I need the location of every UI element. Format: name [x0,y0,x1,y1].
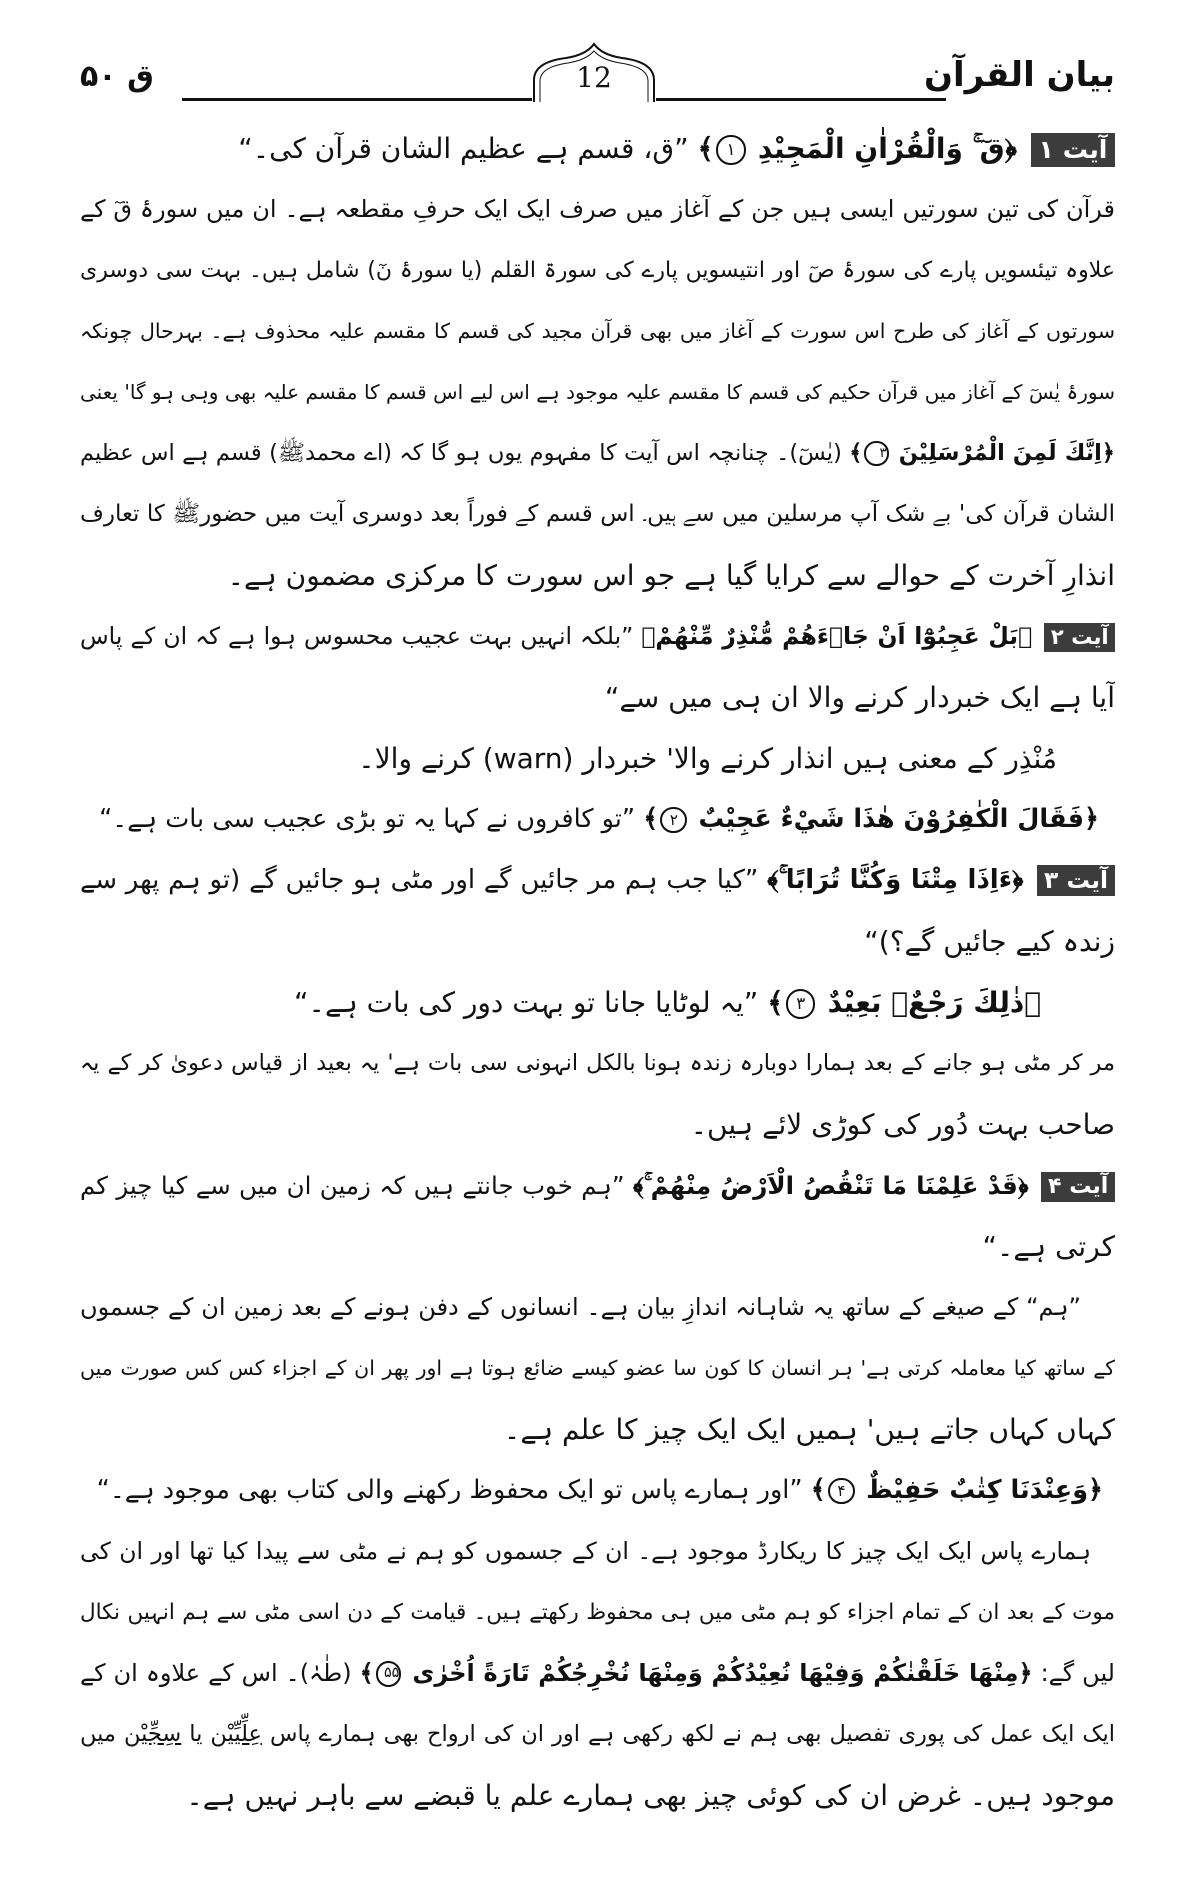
ayah-number: ۴ [828,1478,855,1505]
commentary-text: ”ہم“ کے صیغے کے ساتھ یہ شاہانہ اندازِ بیان ہے۔ انسانوں کے دفن ہونے کے بعد زمین ان کے جسموں [80,1293,1081,1321]
commentary-text: صاحب بہت دُور کی کوڑی لائے ہیں۔ [690,1108,1115,1141]
ayah-number: ۳ [786,989,815,1018]
text-line [80,1643,1115,1704]
translation-text: ”ہم خوب جانتے ہیں کہ زمین ان میں سے کیا چیز کم [80,1171,625,1200]
text-line [80,545,1115,606]
ayah-number: ۵۵ [376,1661,402,1687]
underlined-term: عِلِّيِّيْن [210,1721,262,1747]
commentary-text: انذارِ آخرت کے حوالے سے کرایا گیا ہے جو اس سورت کا مرکزی مضمون ہے۔ [227,559,1115,592]
quran-verse [849,440,1115,466]
ayah-badge: آیت ۳ [1037,865,1115,897]
text-line [80,667,1115,728]
verse-text: ﴿فَقَالَ الْكٰفِرُوْنَ هٰذَا شَيْءٌ عَجِيْبٌ [698,804,1099,834]
text-line [80,179,1115,240]
text-line [80,850,1115,911]
verse-text: ﴿وَعِنْدَنَا كِتٰبٌ حَفِيْظٌ [866,1475,1103,1505]
commentary-text: کے ساتھ کیا معاملہ کرتی ہے' ہر انسان کا کون سا عضو کیسے ضائع ہوتا ہے اور پھر ان کے اجزاء کس کس صورت میں [80,1356,1115,1380]
commentary-text: کہاں کہاں جاتے ہیں' ہمیں ایک ایک چیز کا علم ہے۔ [503,1413,1115,1446]
verse-text: ﴿بَلْ عَجِبُوْٓا اَنْ جَاۗءَهُمْ مُّنْذِرٌ مِّنْهُمْ [655,622,1033,650]
quran-verse [767,986,1041,1019]
verse-close: ﴾ [643,804,659,834]
translation-text: کرتی ہے۔“ [982,1230,1115,1263]
quran-verse [767,865,1023,895]
translation-text: ”بلکہ انہیں بہت عجیب محسوس ہوا ہے کہ ان کے پاس [80,622,634,650]
verse-close: ﴾ [641,622,656,650]
commentary-text: ایک ایک عمل کی پوری تفصیل بھی ہم نے لکھ رکھی ہے اور ان کی ارواح بھی ہمارے پاس [270,1721,1115,1747]
translation-text: آیا ہے ایک خبردار کرنے والا ان ہی میں سے“ [604,681,1115,714]
ayah-badge: آیت ۲ [1044,623,1115,652]
verse-text: ﴿ءَاِذَا مِتْنَا وَكُنَّا تُرَابًا ۚ [778,865,1024,895]
text-line [80,1216,1115,1277]
commentary-text: مر کر مٹی ہو جانے کے بعد ہمارا دوبارہ زندہ ہونا بالکل انہونی سی بات ہے' یہ بعید از قیاس دعویٰ کر کے یہ [80,1050,1115,1076]
quran-verse [811,1475,1103,1505]
commentary-text: (یٰسٓ)۔ چنانچہ اس آیت کا مفہوم یوں ہو گا کہ (اے محمدﷺ) قسم ہے اس عظیم [80,440,842,466]
text-line [80,118,1115,179]
commentary-text: یا [189,1721,203,1747]
text-line [80,1155,1115,1216]
quran-verse [633,1171,1029,1200]
header-rule-right [656,98,946,101]
text-line [80,1704,1115,1765]
commentary-text: قرآن کی تین سورتیں ایسی ہیں جن کے آغاز میں صرف ایک ایک حرفِ مقطعہ ہے۔ ان میں سورۂ قٓ کے [80,195,1115,223]
translation-text: زندہ کیے جائیں گے؟)“ [864,925,1115,958]
verse-close: ﴾ [359,1659,374,1687]
text-line [80,1338,1115,1399]
text-line [80,240,1115,301]
text-line [80,1277,1115,1338]
verse-text: ﴿اِنَّكَ لَمِنَ الْمُرْسَلِيْنَ [898,440,1115,466]
text-line [80,728,1115,789]
text-line [80,1460,1115,1521]
translation-text: ”اور ہمارے پاس تو ایک محفوظ رکھنے والی کتاب بھی موجود ہے۔“ [96,1475,803,1505]
underlined-term: سِجِّيْن [123,1721,182,1747]
commentary-text: لیں گے: [1040,1659,1115,1687]
translation-text: ”کیا جب ہم مر جائیں گے اور مٹی ہو جائیں گے (تو ہم پھر سے [80,865,759,895]
page-text [80,118,1115,1826]
text-line [80,1521,1115,1582]
verse-text: ﴿مِنْهَا خَلَقْنٰكُمْ وَفِيْهَا نُعِيْدُكُمْ وَمِنْهَا نُخْرِجُكُمْ تَارَةً اُخْرٰى [412,1659,1033,1687]
quran-verse [643,804,1099,834]
commentary-text: سورۂ یٰسٓ کے آغاز میں قرآن حکیم کی قسم کا مقسم علیہ موجود ہے اس لیے اس قسم کا مقسم علیہ بھی وہی ہو گا' یعنی [80,380,1115,404]
commentary-text: (طٰہٰ)۔ اس کے علاوہ ان کے [80,1659,352,1687]
translation-text: ”تو کافروں نے کہا یہ تو بڑی عجیب سی بات ہے۔“ [99,804,636,834]
text-line [80,362,1115,423]
quran-verse [360,1659,1033,1687]
quran-verse [641,622,1032,650]
text-line [80,911,1115,972]
text-line [80,789,1115,850]
ayah-number: ۳ [864,441,888,465]
book-title: بیان القرآن [924,55,1115,95]
verse-close: ﴾ [767,986,784,1019]
text-line [80,606,1115,667]
surah-reference: ق ۵۰ [80,59,154,94]
verse-close: ﴾ [633,1171,644,1200]
text-line [80,1094,1115,1155]
commentary-text: سورتوں کے آغاز کی طرح اس سورت کے آغاز میں بھی قرآن مجید کی قسم کا مقسم علیہ محذوف ہے۔ بہرحال چونکہ [80,319,1115,343]
quran-verse [698,132,1018,165]
page-number: 12 [576,61,612,94]
text-line [80,484,1115,545]
ayah-number: ۲ [660,807,687,834]
ayah-number: ۱ [716,135,745,164]
ayah-badge: آیت ۱ [1031,133,1115,167]
commentary-text: موجود ہیں۔ غرض ان کی کوئی چیز بھی ہمارے علم یا قبضے سے باہر نہیں ہے۔ [186,1779,1115,1812]
commentary-text: ہمارے پاس ایک ایک چیز کا ریکارڈ موجود ہے۔ ان کے جسموں کو ہم نے مٹی سے پیدا کیا تھا اور ان کی [80,1537,1091,1565]
ayah-badge: آیت ۴ [1041,1172,1115,1202]
text-line [80,1033,1115,1094]
text-line [80,1765,1115,1826]
text-line [80,423,1115,484]
commentary-text: میں [80,1721,116,1747]
header-rule-left [182,98,532,101]
verse-text: ﴿ذٰلِكَ رَجْعٌۢ بَعِيْدٌ [827,986,1041,1019]
translation-text: ”یہ لوٹایا جانا تو بہت دور کی بات ہے۔“ [294,986,759,1019]
verse-text: ﴿قٓ ۚ وَالْقُرْاٰنِ الْمَجِيْدِ [757,132,1018,165]
verse-close: ﴾ [697,132,714,165]
commentary-text: الشان قرآن کی' بے شک آپ مرسلین میں سے ہیں۔ اس قسم کے فوراً بعد دوسری آیت میں حضورﷺ کا تعارف [80,501,1115,527]
commentary-text: علاوہ تیئسویں پارے کی سورۂ صٓ اور انتیسویں پارے کی سورۃ القلم (یا سورۂ نٓ) شامل ہیں۔ بہت سی دوسری [80,258,1115,283]
verse-close: ﴾ [810,1475,826,1505]
text-line [80,301,1115,362]
text-line [80,1582,1115,1643]
verse-close: ﴾ [849,440,863,466]
text-line [80,972,1115,1033]
verse-close: ﴾ [767,865,779,895]
translation-text: ”ق، قسم ہے عظیم الشان قرآن کی۔“ [238,132,689,165]
commentary-text: موت کے بعد ان کے تمام اجزاء کو ہم مٹی میں ہی محفوظ رکھتے ہیں۔ قیامت کے دن اسی مٹی سے ہم انہیں نکال [80,1600,1115,1625]
verse-text: ﴿قَدْ عَلِمْنَا مَا تَنْقُصُ الْاَرْضُ مِنْهُمْ ۚ [643,1171,1029,1200]
commentary-text: مُنْذِر کے معنی ہیں انذار کرنے والا' خبردار (warn) کرنے والا۔ [358,742,1057,775]
text-line [80,1399,1115,1460]
